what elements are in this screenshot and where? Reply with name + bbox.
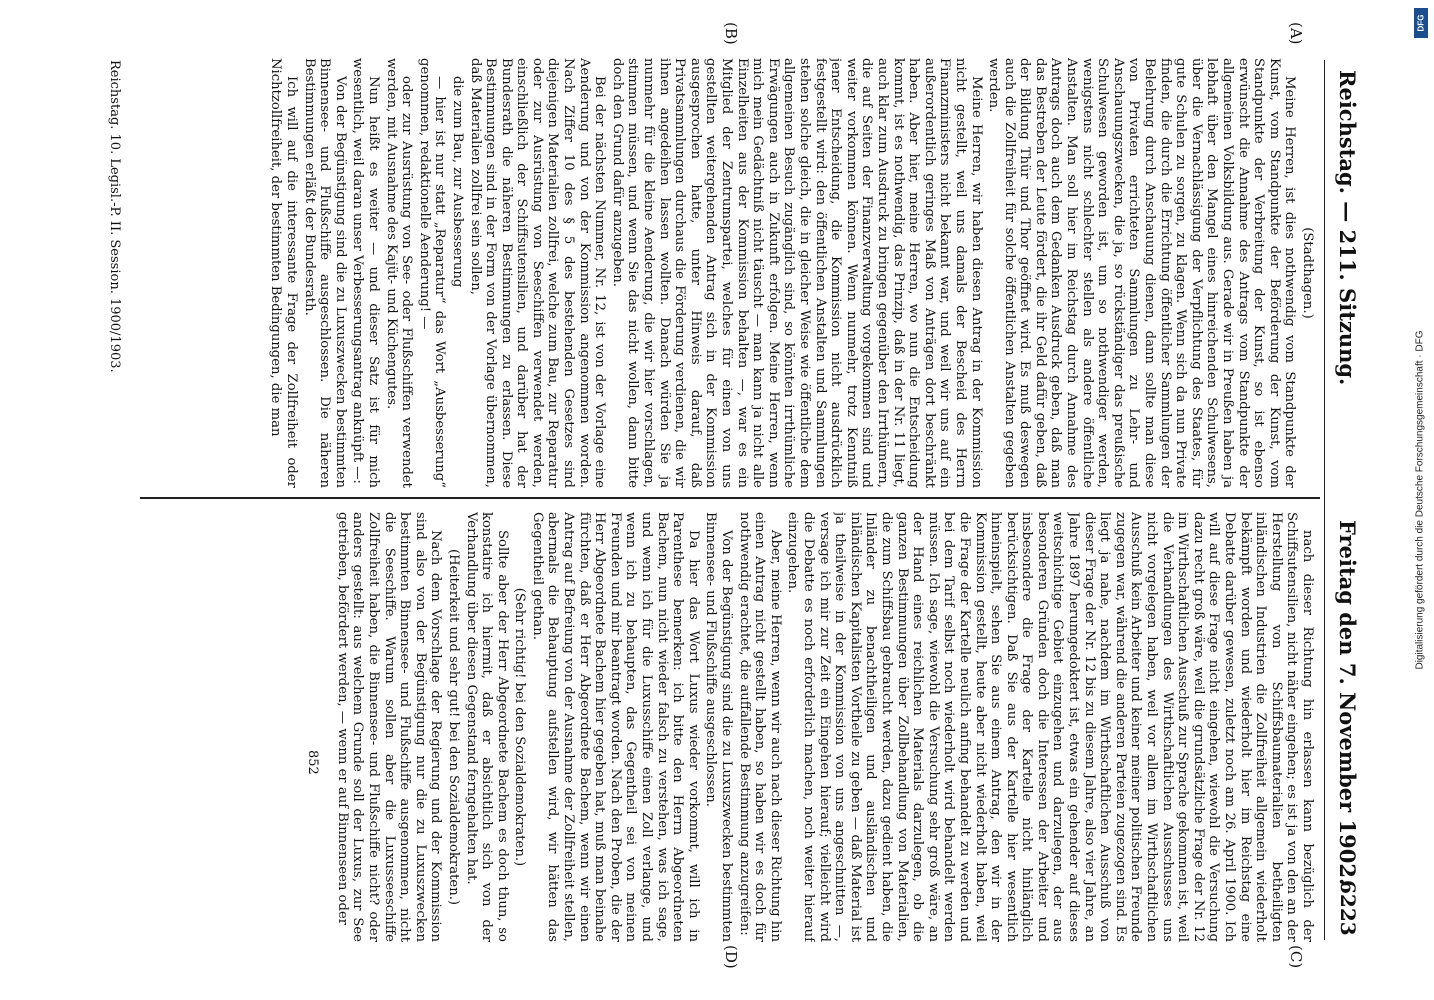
paragraph: Nach dem Vorschlage der Regierung und der Kommission sind also von der Begünstigung nur die zu Luxuszwecken bestimmten Binnensee- und Flußschiffe ausgenommen, nicht die Seeschiffe. Warum sollen aber die Luxusseeschiffe Zollfreiheit haben, die Binnensee- und Flußschiffe nicht? oder anders gestellt: aus welchem Grunde soll der Luxus, zur See getrieben, befördert werden, — wenn er auf Binnenseen oder [334,512,444,942]
marker-a: (A) [1287,22,1305,45]
paragraph: — hier ist nur statt „Reparatur“ das Wort „Ausbesserung“ genommen, redaktionelle Aenderung! — [416,58,448,488]
paragraph: Von der Begünstigung sind die zu Luxuszwecken bestimmten Binnensee- und Flußschiffe ausgeschlossen. [703,512,735,942]
paragraph: Aber, meine Herren, wenn wir auch nach dieser Richtung hin einen Antrag nicht gestellt haben, so haben wir es doch für nothwendig erachtet, die auffallende Bestimmung anzugreifen: [736,512,783,942]
paragraph: Bei der nächsten Nummer, Nr. 12, ist von der Vorlage eine Aenderung und von der Kommission angenommen worden. Nach Ziffer 10 des § 5 des bestehenden Gesetzes sind diejenigen Materialien zollfrei, welche zum Bau, zur Reparatur oder zur Ausrüstung von Seeschiffen verwendet werden, einschließlich der Schiffsutensilien, und darüber hat der Bundesrath die näheren Bestimmungen zu erlassen. Diese Bestimmungen sind in der Form von der Vorlage übernommen, daß Materialien zollfrei sein sollen, [467,58,608,488]
paragraph: Da hier das Wort Luxus wieder vorkommt, will ich in Parenthese bemerken: ich bitte den Herrn Abgeordneten Bachem, nun nicht wieder falsch zu verstehen, was ich sage, und wenn ich für die Luxusschiffe einen Zoll verlange, und wenn ich zu behaupten, das Gegentheil sei von meinen Freunden und mir beantragt worden. Nach den Proben, die der Herr Abgeordnete Bachem hier gegeben hat, muß man beinahe fürchten, daß er Herr Abgeordnete Bachem, wenn wir einen Antrag auf Befreiung von der Ausnahme der Zollfreiheit stellen, abermals die Behauptung aufstellen wird, wir hätten das Gegentheil gethan. [529,512,701,942]
footer-right: 852 [305,750,320,775]
footer-left: Reichstag. 10. Legisl.-P. II. Session. 1900/1903. [107,60,122,373]
paragraph: Von der Begünstigung sind die zu Luxuszwecken bestimmten Binnensee- und Flußschiffe ausgeschlossen. Die näheren Bestimmungen erläßt der Bundesrath. [301,58,348,488]
header-left: Reichstag. — 211. Sitzung. [1335,70,1360,386]
paragraph: (Heiterkeit und sehr gut! bei den Sozialdemokraten.) [445,548,461,906]
marker-b: (B) [722,22,740,45]
paragraph: Nun heißt es weiter — und dieser Satz ist für mich wesentlich, weil daran unser Verbesserungsantrag anknüpft —: [350,58,381,488]
paragraph: Meine Herren, ist dies nothwendig vom Standpunkte der Kunst, vom Standpunkte der Beförderung der Kunst, vom Standpunkte der Verbreitung der Kunst, so ist ebenso erwünscht die Annahme des Antrags vom Standpunkte der allgemeinen Volksbildung aus. Gerade wir in Preußen haben ja lebhaft über den Mangel eines hinreichenden Schulwesens, über die Vernachlässigung der Verpflichtung des Staates, für gute Schulen zu sorgen, zu klagen. Wenn sich da nun Private finden, die durch die Errichtung öffentlicher Sammlungen der Belehrung durch Anschauung dienen, dann sollte man diese von Privaten errichteten Sammlungen zu Lehr- und Anschauungszwecken, die ja, so rückständiger das preußische Schulwesen geworden ist, um so nothwendiger werden, wenigstens nicht schlechter stellen als andere öffentliche Anstalten. Man soll hier im Reichstag durch Annahme des Antrags doch auch dem Gedanken Ausdruck geben, daß man das Bestreben der Leute fördert, die ihr Geld dafür geben, daß der Bildung Thür und Thor geöffnet wird. Es muß deswegen auch die Zollfreiheit für solche öffentlichen Anstalten gegeben werden. [986,58,1298,488]
header-right: Freitag den 7. November 1902. [1335,520,1360,886]
right-column [135,512,1315,942]
left-column [135,58,1315,488]
paragraph: Sollte aber der Herr Abgeordnete Bachem es doch thun, so konstatire ich hiermit, daß er absichtlich sich von der Verhandlung über diesen Gegenstand ferngehalten hat. [463,512,510,942]
paragraph: Ich will auf die interessante Frage der Zollfreiheit oder Nichtzollfreiheit, der bestimmten Bedingungen, die man [268,58,299,488]
paragraph: (Stadthagen.) [1300,227,1315,319]
page-number: 6223 [1336,880,1360,936]
marker-c: (C) [1287,945,1305,969]
paragraph: (Sehr richtig! bei den Sozialdemokraten.) [512,587,528,867]
dfg-credit: Digitalisierung gefördert durch die Deutsche Forschungsgemeinschaft · DFG [1414,330,1426,670]
paragraph: oder zur Ausrüstung von See- oder Flußschiffen verwendet werden, mit Ausnahme des Kajüt- und Küchengutes. [383,58,415,488]
header-rule [1324,60,1325,940]
column-divider [140,497,1320,499]
paragraph: nach dieser Richtung hin erlassen kann bezüglich der Schiffsutensilien, nicht näher eingehen; es ist ja von den an der Herstellung von Schiffsbaumaterialien betheiligten inländischen Industrien die Zollfreiheit allgemein wiederholt bekämpft worden und wiederholt hier im Reichstag eine Debatte darüber gewesen, zuletzt noch am 26. April 1900. Ich will auf diese Frage nicht eingehen, wiewohl die Versuchung dazu recht groß wäre, weil die grundsätzliche Frage der Nr. 12 im Wirthschaftlichen Ausschuß zur Sprache gekommen ist, weil die Verhandlungen des Wirthschaftlichen Ausschusses uns nicht vorgelegen haben, weil vor allem im Wirthschaftlichen Ausschuß kein Arbeiter und keiner meiner politischen Freunde zugegen war, während die anderen Parteien zugezogen sind. Es liegt ja nahe, nachdem im Wirthschaftlichen Ausschuß von dieser Frage der Nr. 12 bis zu diesem Jahre, also vier Jahre, an Jahre 1897 herumgedoktert ist, etwas ein gehender auf dieses weitschichtige Gebiet einzugehen und darzulegen, der aus besonderen Gründen doch die Interessen der Arbeiter und insbesondere die Frage der Kartelle nicht hinlänglich berücksichtigen. Daß Sie aus der Kartelle hier wesentlich hineinspielt, sehen Sie aus einem Antrag, den wir in der Kommission gestellt, heute aber nicht wiederholt haben, weil die Frage der Kartelle neulich anfing behandelt zu werden und bei dem Tarif selbst noch wiederholt wird behandelt werden müssen. Ich sage, wiewohl die Versuchung sehr groß wäre, an der Hand eines reichlichen Materials darzulegen, ob die ganzen Bestimmungen über Zollbehandlung von Materialien, die zum Schiffsbau gebraucht werden, dazu gedient haben, die Inländer zu benachtheiligen und ausländischen und inländischen Kapitalisten Vortheile zu geben — daß Material ist ja theilweise in der Kommission von uns angeschnitten —, versage ich mir zur Zeit ein Eingehen hierauf; vielleicht wird die Debatte es noch erforderlich machen, noch weiter hierauf einzugehen. [785,512,1315,942]
dfg-logo-icon: DFG [1414,8,1428,38]
paragraph: die zum Bau, zur Ausbesserung [449,76,465,288]
paragraph: Meine Herren, wir haben diesen Antrag in der Kommission nicht gestellt, weil uns damals der Bescheid des Herrn Finanzministers nicht bekannt war, und weil wir uns auf ein außerordentlich geringes Maß von Anträgen dort beschränkt haben. Aber hier, meine Herren, wo nun die Entscheidung kommt, ist es nothwendig, das Prinzip, daß in der Nr. 11 liegt, auch klar zum Ausdruck zu bringen gegenüber den Irrthümern, die auf Seiten der Finanzverwaltung vorgekommen sind und weiter vorkommen können. Wenn nunmehr, trotz Kenntniß jener Entscheidung, die Kommission nicht ausdrücklich festgestellt wird: den öffentlichen Anstalten und Sammlungen stehen solche gleich, die in gleicher Weise wie öffentliche dem allgemeinen Besuch zugänglich sind, so könnten irrthümliche Erwägungen auch in Zukunft erfolgen. Meine Herren, wenn mich mein Gedächtniß nicht täuscht — man kann ja nicht alle Einzelheiten aus der Kommission behalten —, war es ein Mitglied der Zentrumspartei, welches für einen von uns gestellten weitergehenden Antrag sich in der Kommission ausgesprochen hatte, unter Hinweis darauf, daß Privatsammlungen durchaus die Förderung verdienen, die wir ihnen angedeihen lassen wollten. Danach würden Sie ja nunmehr für die kleine Aenderung, die wir hier vorschlagen, stimmen müssen, und wenn Sie das nicht wollen, dann bitte doch den Grund dafür anzugeben. [609,58,984,488]
marker-d: (D) [722,945,740,969]
